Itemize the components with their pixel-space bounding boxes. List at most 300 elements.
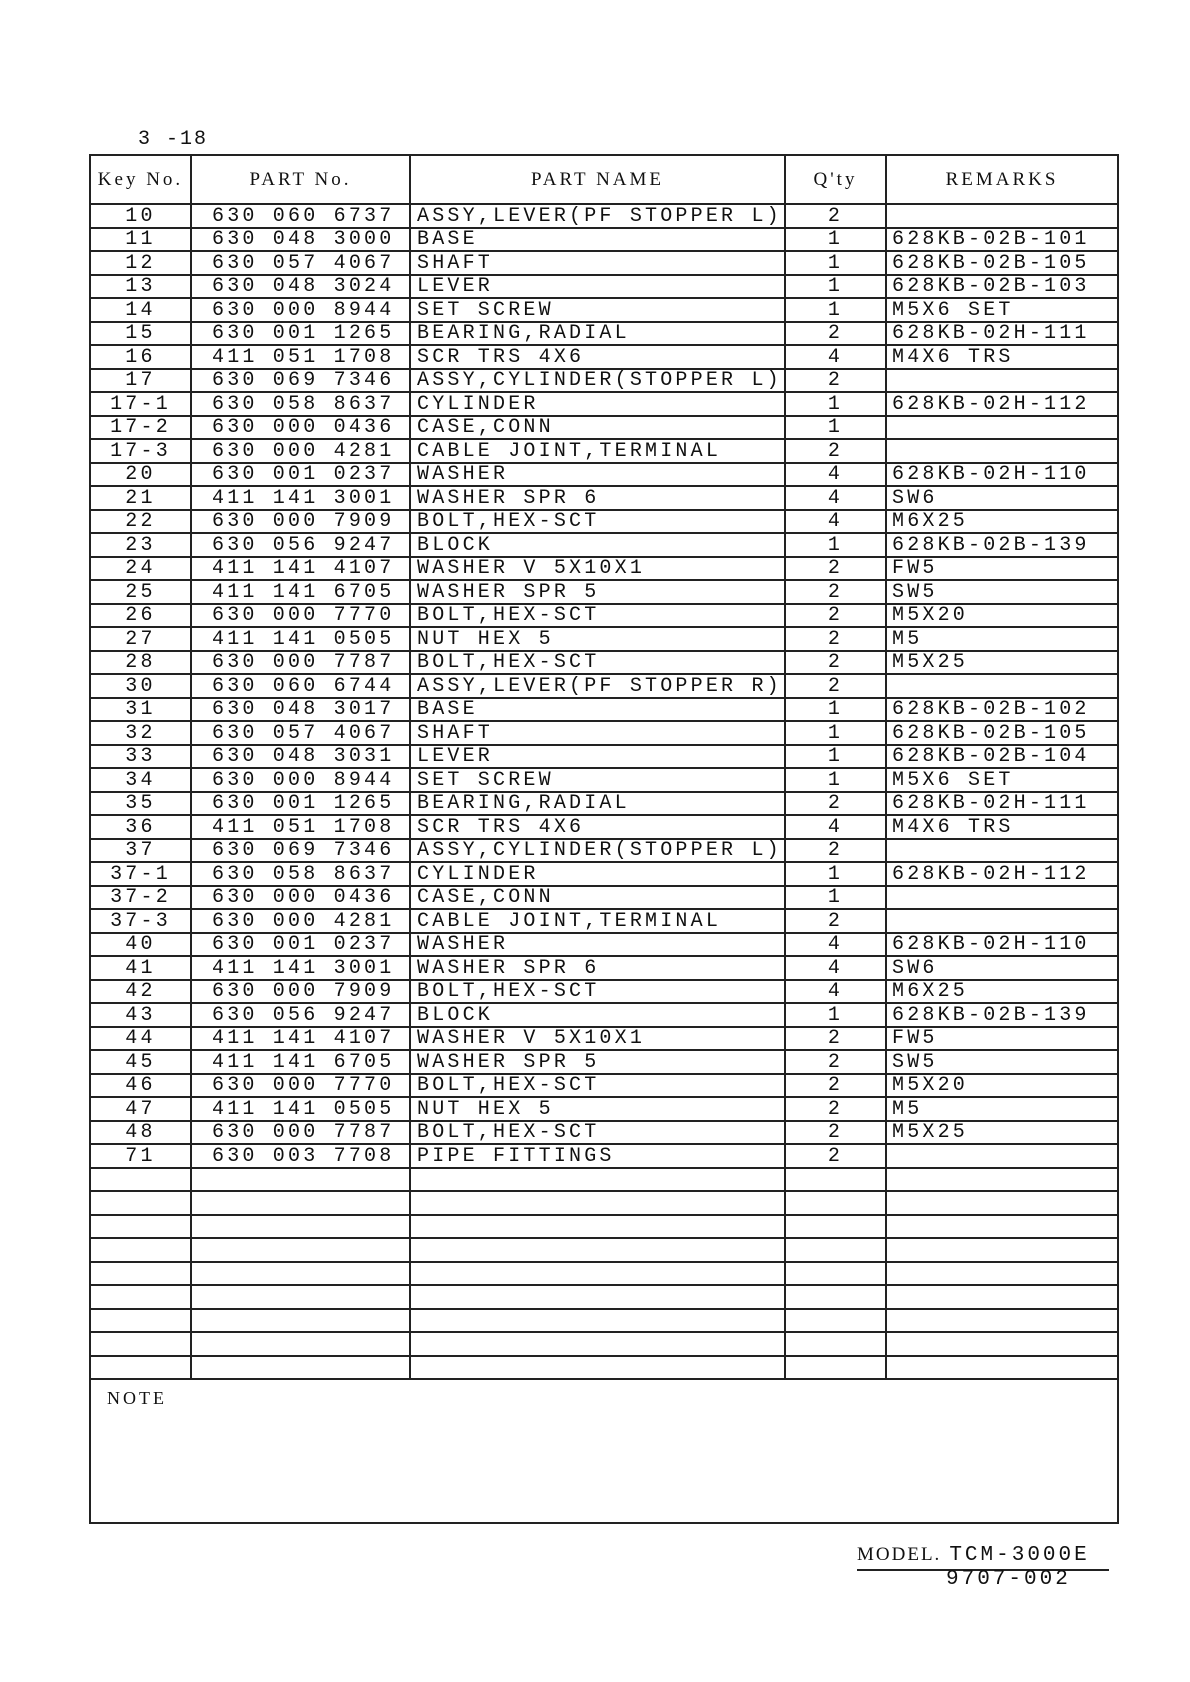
document-code: 9707-002 bbox=[946, 1568, 1071, 1591]
qty-cell: 2 bbox=[785, 322, 886, 346]
part-no-cell: 630 000 7770 bbox=[191, 1074, 410, 1098]
qty-cell: 2 bbox=[785, 557, 886, 581]
qty-cell: 1 bbox=[785, 1003, 886, 1027]
qty-cell: 2 bbox=[785, 604, 886, 628]
part-no-cell: 630 069 7346 bbox=[191, 839, 410, 863]
qty-cell bbox=[785, 1238, 886, 1262]
table-row bbox=[90, 815, 1118, 839]
table-row bbox=[90, 1121, 1118, 1145]
part-name-cell: ASSY,LEVER(PF STOPPER R) bbox=[410, 674, 785, 698]
qty-cell: 2 bbox=[785, 651, 886, 675]
qty-cell: 4 bbox=[785, 463, 886, 487]
qty-cell: 4 bbox=[785, 815, 886, 839]
key-no-cell: 71 bbox=[90, 1144, 191, 1168]
header-part-no: PART No. bbox=[191, 155, 410, 204]
empty-table-row bbox=[90, 1238, 1118, 1262]
remarks-cell bbox=[886, 369, 1118, 393]
key-no-cell: 42 bbox=[90, 980, 191, 1004]
key-no-cell bbox=[90, 1168, 191, 1192]
part-no-cell: 630 048 3017 bbox=[191, 698, 410, 722]
remarks-cell: M5 bbox=[886, 1097, 1118, 1121]
remarks-cell: 628KB-02H-112 bbox=[886, 862, 1118, 886]
key-no-cell: 37-2 bbox=[90, 886, 191, 910]
part-no-cell: 411 141 4107 bbox=[191, 1027, 410, 1051]
table-row bbox=[90, 721, 1118, 745]
remarks-cell bbox=[886, 204, 1118, 228]
part-no-cell bbox=[191, 1356, 410, 1380]
key-no-cell: 21 bbox=[90, 486, 191, 510]
key-no-cell: 30 bbox=[90, 674, 191, 698]
empty-table-row bbox=[90, 1356, 1118, 1380]
table-row bbox=[90, 486, 1118, 510]
part-name-cell: NUT HEX 5 bbox=[410, 627, 785, 651]
header-key-no: Key No. bbox=[90, 155, 191, 204]
part-no-cell: 630 000 0436 bbox=[191, 416, 410, 440]
table-row bbox=[90, 1003, 1118, 1027]
qty-cell: 4 bbox=[785, 510, 886, 534]
note-label: NOTE bbox=[90, 1379, 1118, 1523]
part-no-cell: 630 000 4281 bbox=[191, 439, 410, 463]
key-no-cell bbox=[90, 1332, 191, 1356]
qty-cell: 1 bbox=[785, 392, 886, 416]
qty-cell: 1 bbox=[785, 862, 886, 886]
remarks-cell: 628KB-02H-111 bbox=[886, 792, 1118, 816]
part-name-cell: BOLT,HEX-SCT bbox=[410, 1121, 785, 1145]
remarks-cell: 628KB-02H-112 bbox=[886, 392, 1118, 416]
part-name-cell: BASE bbox=[410, 228, 785, 252]
table-row bbox=[90, 228, 1118, 252]
part-name-cell: BEARING,RADIAL bbox=[410, 322, 785, 346]
part-no-cell: 630 057 4067 bbox=[191, 251, 410, 275]
key-no-cell: 43 bbox=[90, 1003, 191, 1027]
part-no-cell: 411 141 4107 bbox=[191, 557, 410, 581]
key-no-cell bbox=[90, 1262, 191, 1286]
key-no-cell: 28 bbox=[90, 651, 191, 675]
part-no-cell: 630 058 8637 bbox=[191, 862, 410, 886]
part-name-cell: CYLINDER bbox=[410, 392, 785, 416]
table-row bbox=[90, 768, 1118, 792]
key-no-cell: 44 bbox=[90, 1027, 191, 1051]
part-name-cell: WASHER SPR 5 bbox=[410, 1050, 785, 1074]
table-row bbox=[90, 557, 1118, 581]
part-name-cell: PIPE FITTINGS bbox=[410, 1144, 785, 1168]
key-no-cell: 35 bbox=[90, 792, 191, 816]
empty-table-row bbox=[90, 1191, 1118, 1215]
part-name-cell bbox=[410, 1332, 785, 1356]
empty-table-row bbox=[90, 1168, 1118, 1192]
empty-table-row bbox=[90, 1215, 1118, 1239]
part-no-cell: 630 001 1265 bbox=[191, 322, 410, 346]
qty-cell bbox=[785, 1356, 886, 1380]
qty-cell: 2 bbox=[785, 1121, 886, 1145]
part-name-cell: WASHER SPR 6 bbox=[410, 956, 785, 980]
remarks-cell: 628KB-02H-110 bbox=[886, 463, 1118, 487]
remarks-cell: M5X20 bbox=[886, 1074, 1118, 1098]
key-no-cell: 23 bbox=[90, 533, 191, 557]
part-no-cell: 411 141 6705 bbox=[191, 580, 410, 604]
part-name-cell: LEVER bbox=[410, 745, 785, 769]
part-no-cell bbox=[191, 1262, 410, 1286]
qty-cell: 1 bbox=[785, 251, 886, 275]
remarks-cell bbox=[886, 416, 1118, 440]
remarks-cell: 628KB-02B-102 bbox=[886, 698, 1118, 722]
qty-cell bbox=[785, 1332, 886, 1356]
qty-cell: 1 bbox=[785, 275, 886, 299]
empty-table-row bbox=[90, 1309, 1118, 1333]
part-no-cell: 630 056 9247 bbox=[191, 1003, 410, 1027]
key-no-cell: 32 bbox=[90, 721, 191, 745]
remarks-cell: M4X6 TRS bbox=[886, 815, 1118, 839]
qty-cell: 1 bbox=[785, 298, 886, 322]
qty-cell bbox=[785, 1215, 886, 1239]
qty-cell: 1 bbox=[785, 768, 886, 792]
part-name-cell: WASHER V 5X10X1 bbox=[410, 557, 785, 581]
qty-cell: 1 bbox=[785, 745, 886, 769]
qty-cell: 4 bbox=[785, 933, 886, 957]
remarks-cell bbox=[886, 909, 1118, 933]
part-no-cell: 630 056 9247 bbox=[191, 533, 410, 557]
key-no-cell: 41 bbox=[90, 956, 191, 980]
empty-table-row bbox=[90, 1285, 1118, 1309]
part-name-cell: BOLT,HEX-SCT bbox=[410, 510, 785, 534]
qty-cell: 4 bbox=[785, 345, 886, 369]
key-no-cell: 34 bbox=[90, 768, 191, 792]
part-name-cell: CABLE JOINT,TERMINAL bbox=[410, 909, 785, 933]
header-part-name: PART NAME bbox=[410, 155, 785, 204]
part-no-cell: 411 141 0505 bbox=[191, 627, 410, 651]
key-no-cell: 27 bbox=[90, 627, 191, 651]
table-row bbox=[90, 1050, 1118, 1074]
table-row bbox=[90, 1097, 1118, 1121]
key-no-cell: 31 bbox=[90, 698, 191, 722]
remarks-cell bbox=[886, 674, 1118, 698]
part-name-cell: BOLT,HEX-SCT bbox=[410, 651, 785, 675]
qty-cell: 2 bbox=[785, 580, 886, 604]
key-no-cell: 17-1 bbox=[90, 392, 191, 416]
table-row bbox=[90, 298, 1118, 322]
qty-cell bbox=[785, 1262, 886, 1286]
part-no-cell: 630 058 8637 bbox=[191, 392, 410, 416]
part-name-cell bbox=[410, 1238, 785, 1262]
qty-cell: 2 bbox=[785, 1144, 886, 1168]
table-row bbox=[90, 369, 1118, 393]
part-name-cell: ASSY,CYLINDER(STOPPER L) bbox=[410, 369, 785, 393]
part-no-cell: 630 057 4067 bbox=[191, 721, 410, 745]
header-remarks: REMARKS bbox=[886, 155, 1118, 204]
key-no-cell bbox=[90, 1215, 191, 1239]
remarks-cell: M5X6 SET bbox=[886, 768, 1118, 792]
remarks-cell: M5X6 SET bbox=[886, 298, 1118, 322]
remarks-cell: SW5 bbox=[886, 1050, 1118, 1074]
part-no-cell: 630 069 7346 bbox=[191, 369, 410, 393]
qty-cell bbox=[785, 1309, 886, 1333]
part-name-cell: CYLINDER bbox=[410, 862, 785, 886]
part-name-cell: SHAFT bbox=[410, 251, 785, 275]
part-name-cell: ASSY,CYLINDER(STOPPER L) bbox=[410, 839, 785, 863]
part-name-cell: BLOCK bbox=[410, 533, 785, 557]
qty-cell: 2 bbox=[785, 627, 886, 651]
qty-cell: 1 bbox=[785, 886, 886, 910]
table-row bbox=[90, 322, 1118, 346]
part-no-cell: 630 048 3031 bbox=[191, 745, 410, 769]
key-no-cell: 17-3 bbox=[90, 439, 191, 463]
table-row bbox=[90, 1144, 1118, 1168]
key-no-cell: 10 bbox=[90, 204, 191, 228]
remarks-cell: 628KB-02H-110 bbox=[886, 933, 1118, 957]
table-row bbox=[90, 345, 1118, 369]
part-name-cell bbox=[410, 1168, 785, 1192]
part-name-cell: BOLT,HEX-SCT bbox=[410, 980, 785, 1004]
part-name-cell: LEVER bbox=[410, 275, 785, 299]
key-no-cell bbox=[90, 1356, 191, 1380]
table-row bbox=[90, 392, 1118, 416]
remarks-cell: M6X25 bbox=[886, 510, 1118, 534]
model-line bbox=[857, 1544, 1109, 1571]
key-no-cell: 45 bbox=[90, 1050, 191, 1074]
table-row bbox=[90, 204, 1118, 228]
table-row bbox=[90, 627, 1118, 651]
part-no-cell: 411 141 6705 bbox=[191, 1050, 410, 1074]
key-no-cell bbox=[90, 1309, 191, 1333]
table-row bbox=[90, 251, 1118, 275]
part-no-cell: 630 060 6737 bbox=[191, 204, 410, 228]
part-name-cell: WASHER bbox=[410, 463, 785, 487]
part-no-cell: 630 048 3024 bbox=[191, 275, 410, 299]
qty-cell: 2 bbox=[785, 1097, 886, 1121]
qty-cell: 2 bbox=[785, 1050, 886, 1074]
key-no-cell: 16 bbox=[90, 345, 191, 369]
part-no-cell: 630 003 7708 bbox=[191, 1144, 410, 1168]
table-row bbox=[90, 674, 1118, 698]
part-no-cell: 630 060 6744 bbox=[191, 674, 410, 698]
part-no-cell bbox=[191, 1332, 410, 1356]
key-no-cell bbox=[90, 1285, 191, 1309]
remarks-cell: 628KB-02B-103 bbox=[886, 275, 1118, 299]
part-name-cell: ASSY,LEVER(PF STOPPER L) bbox=[410, 204, 785, 228]
key-no-cell: 46 bbox=[90, 1074, 191, 1098]
table-row bbox=[90, 463, 1118, 487]
qty-cell: 1 bbox=[785, 228, 886, 252]
part-name-cell bbox=[410, 1285, 785, 1309]
qty-cell: 2 bbox=[785, 839, 886, 863]
remarks-cell: M4X6 TRS bbox=[886, 345, 1118, 369]
remarks-cell: 628KB-02B-139 bbox=[886, 533, 1118, 557]
key-no-cell: 17-2 bbox=[90, 416, 191, 440]
part-name-cell bbox=[410, 1191, 785, 1215]
qty-cell bbox=[785, 1191, 886, 1215]
part-name-cell: SCR TRS 4X6 bbox=[410, 815, 785, 839]
qty-cell: 2 bbox=[785, 1027, 886, 1051]
remarks-cell: 628KB-02H-111 bbox=[886, 322, 1118, 346]
qty-cell bbox=[785, 1168, 886, 1192]
part-name-cell: WASHER SPR 5 bbox=[410, 580, 785, 604]
part-no-cell: 411 051 1708 bbox=[191, 815, 410, 839]
part-name-cell bbox=[410, 1215, 785, 1239]
part-name-cell: WASHER V 5X10X1 bbox=[410, 1027, 785, 1051]
part-name-cell: BASE bbox=[410, 698, 785, 722]
part-no-cell: 630 000 4281 bbox=[191, 909, 410, 933]
remarks-cell: M5 bbox=[886, 627, 1118, 651]
part-no-cell bbox=[191, 1168, 410, 1192]
qty-cell: 1 bbox=[785, 698, 886, 722]
part-no-cell: 411 141 3001 bbox=[191, 956, 410, 980]
qty-cell: 2 bbox=[785, 1074, 886, 1098]
key-no-cell: 25 bbox=[90, 580, 191, 604]
remarks-cell bbox=[886, 1356, 1118, 1380]
remarks-cell: FW5 bbox=[886, 1027, 1118, 1051]
table-row bbox=[90, 909, 1118, 933]
remarks-cell: 628KB-02B-139 bbox=[886, 1003, 1118, 1027]
part-name-cell: CASE,CONN bbox=[410, 886, 785, 910]
part-no-cell bbox=[191, 1238, 410, 1262]
table-row bbox=[90, 580, 1118, 604]
table-header-row bbox=[90, 155, 1118, 204]
remarks-cell: SW6 bbox=[886, 486, 1118, 510]
part-name-cell: BEARING,RADIAL bbox=[410, 792, 785, 816]
table-row bbox=[90, 439, 1118, 463]
key-no-cell bbox=[90, 1191, 191, 1215]
table-row bbox=[90, 651, 1118, 675]
key-no-cell: 36 bbox=[90, 815, 191, 839]
page-number: 3 -18 bbox=[138, 128, 209, 151]
note-row bbox=[90, 1379, 1118, 1523]
part-no-cell: 630 000 8944 bbox=[191, 298, 410, 322]
remarks-cell bbox=[886, 1238, 1118, 1262]
part-name-cell bbox=[410, 1262, 785, 1286]
table-row bbox=[90, 956, 1118, 980]
remarks-cell: SW5 bbox=[886, 580, 1118, 604]
part-no-cell: 630 000 7909 bbox=[191, 980, 410, 1004]
qty-cell: 2 bbox=[785, 909, 886, 933]
remarks-cell bbox=[886, 1168, 1118, 1192]
key-no-cell: 37-1 bbox=[90, 862, 191, 886]
part-no-cell bbox=[191, 1285, 410, 1309]
part-name-cell: WASHER SPR 6 bbox=[410, 486, 785, 510]
part-name-cell: NUT HEX 5 bbox=[410, 1097, 785, 1121]
remarks-cell bbox=[886, 1285, 1118, 1309]
part-no-cell: 630 048 3000 bbox=[191, 228, 410, 252]
table-row bbox=[90, 1074, 1118, 1098]
table-row bbox=[90, 510, 1118, 534]
remarks-cell bbox=[886, 439, 1118, 463]
key-no-cell: 47 bbox=[90, 1097, 191, 1121]
part-name-cell: BOLT,HEX-SCT bbox=[410, 1074, 785, 1098]
part-no-cell: 630 001 1265 bbox=[191, 792, 410, 816]
part-no-cell bbox=[191, 1309, 410, 1333]
part-no-cell: 630 000 7787 bbox=[191, 1121, 410, 1145]
qty-cell: 2 bbox=[785, 369, 886, 393]
remarks-cell bbox=[886, 1215, 1118, 1239]
part-no-cell: 411 141 3001 bbox=[191, 486, 410, 510]
part-no-cell bbox=[191, 1215, 410, 1239]
qty-cell: 2 bbox=[785, 792, 886, 816]
qty-cell bbox=[785, 1285, 886, 1309]
part-no-cell: 630 000 7787 bbox=[191, 651, 410, 675]
table-row bbox=[90, 275, 1118, 299]
qty-cell: 4 bbox=[785, 486, 886, 510]
empty-table-row bbox=[90, 1262, 1118, 1286]
part-name-cell: BLOCK bbox=[410, 1003, 785, 1027]
part-name-cell: WASHER bbox=[410, 933, 785, 957]
key-no-cell: 22 bbox=[90, 510, 191, 534]
remarks-cell: M5X25 bbox=[886, 651, 1118, 675]
table-row bbox=[90, 980, 1118, 1004]
qty-cell: 4 bbox=[785, 980, 886, 1004]
part-no-cell: 630 001 0237 bbox=[191, 463, 410, 487]
part-no-cell: 630 000 0436 bbox=[191, 886, 410, 910]
remarks-cell: SW6 bbox=[886, 956, 1118, 980]
model-value: TCM-3000E bbox=[949, 1544, 1090, 1567]
remarks-cell bbox=[886, 1144, 1118, 1168]
remarks-cell bbox=[886, 1332, 1118, 1356]
key-no-cell: 17 bbox=[90, 369, 191, 393]
part-name-cell: BOLT,HEX-SCT bbox=[410, 604, 785, 628]
key-no-cell: 20 bbox=[90, 463, 191, 487]
table-row bbox=[90, 862, 1118, 886]
part-name-cell: CABLE JOINT,TERMINAL bbox=[410, 439, 785, 463]
table-row bbox=[90, 839, 1118, 863]
key-no-cell: 14 bbox=[90, 298, 191, 322]
part-name-cell bbox=[410, 1309, 785, 1333]
table-row bbox=[90, 698, 1118, 722]
key-no-cell: 37 bbox=[90, 839, 191, 863]
part-name-cell: SCR TRS 4X6 bbox=[410, 345, 785, 369]
part-no-cell: 630 000 7909 bbox=[191, 510, 410, 534]
remarks-cell: 628KB-02B-105 bbox=[886, 721, 1118, 745]
remarks-cell: 628KB-02B-104 bbox=[886, 745, 1118, 769]
remarks-cell: M6X25 bbox=[886, 980, 1118, 1004]
part-no-cell: 630 000 8944 bbox=[191, 768, 410, 792]
part-no-cell: 411 141 0505 bbox=[191, 1097, 410, 1121]
part-name-cell: SET SCREW bbox=[410, 298, 785, 322]
key-no-cell: 37-3 bbox=[90, 909, 191, 933]
qty-cell: 2 bbox=[785, 674, 886, 698]
header-qty: Q'ty bbox=[785, 155, 886, 204]
table-row bbox=[90, 604, 1118, 628]
qty-cell: 1 bbox=[785, 533, 886, 557]
part-no-cell bbox=[191, 1191, 410, 1215]
part-name-cell: SET SCREW bbox=[410, 768, 785, 792]
key-no-cell bbox=[90, 1238, 191, 1262]
table-row bbox=[90, 886, 1118, 910]
key-no-cell: 12 bbox=[90, 251, 191, 275]
qty-cell: 4 bbox=[785, 956, 886, 980]
remarks-cell bbox=[886, 886, 1118, 910]
part-no-cell: 630 001 0237 bbox=[191, 933, 410, 957]
qty-cell: 2 bbox=[785, 439, 886, 463]
table-row bbox=[90, 745, 1118, 769]
remarks-cell bbox=[886, 1262, 1118, 1286]
table-row bbox=[90, 1027, 1118, 1051]
remarks-cell bbox=[886, 1309, 1118, 1333]
remarks-cell: FW5 bbox=[886, 557, 1118, 581]
table-row bbox=[90, 533, 1118, 557]
qty-cell: 1 bbox=[785, 416, 886, 440]
model-label: MODEL. bbox=[857, 1544, 942, 1565]
qty-cell: 2 bbox=[785, 204, 886, 228]
key-no-cell: 15 bbox=[90, 322, 191, 346]
remarks-cell: 628KB-02B-101 bbox=[886, 228, 1118, 252]
empty-table-row bbox=[90, 1332, 1118, 1356]
key-no-cell: 48 bbox=[90, 1121, 191, 1145]
table-row bbox=[90, 933, 1118, 957]
part-no-cell: 630 000 7770 bbox=[191, 604, 410, 628]
remarks-cell: 628KB-02B-105 bbox=[886, 251, 1118, 275]
remarks-cell: M5X25 bbox=[886, 1121, 1118, 1145]
qty-cell: 1 bbox=[785, 721, 886, 745]
part-no-cell: 411 051 1708 bbox=[191, 345, 410, 369]
part-name-cell: SHAFT bbox=[410, 721, 785, 745]
